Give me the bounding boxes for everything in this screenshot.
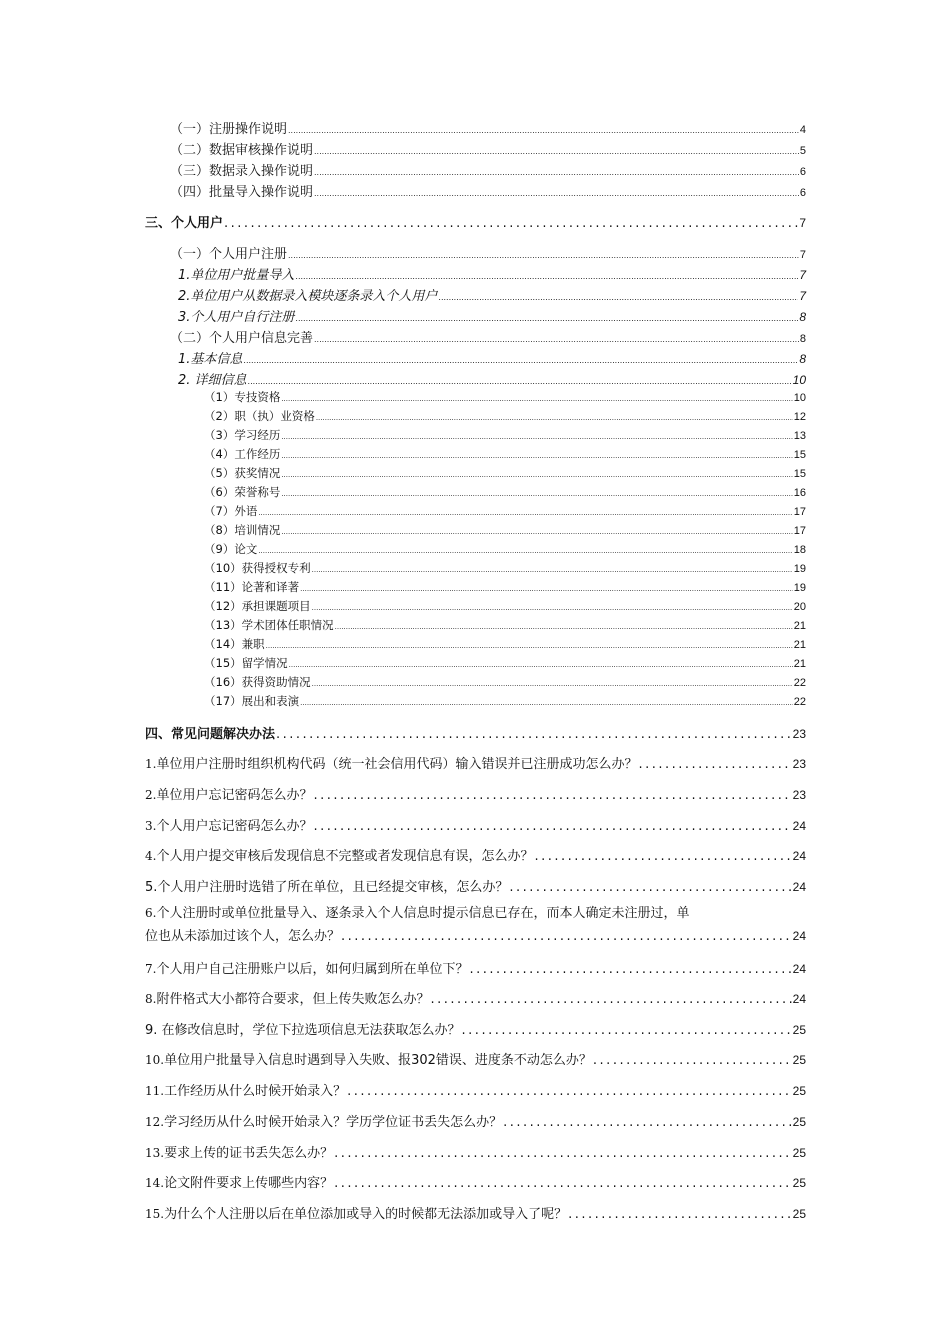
toc-entry-page: 10: [793, 392, 806, 404]
dot-leader: [313, 819, 791, 834]
dot-leader: [281, 452, 792, 460]
dot-leader: [593, 1053, 792, 1068]
toc-entry-title: （三）数据录入操作说明: [170, 164, 314, 179]
faq-number: 2.: [145, 788, 157, 802]
toc-entry-page: 24: [792, 992, 806, 1006]
dot-leader: [248, 377, 792, 386]
dot-leader: [295, 272, 798, 281]
toc-entry-title: （13）学术团体任职情况: [204, 618, 334, 632]
toc-entry-title: （二）数据审核操作说明: [170, 143, 314, 158]
toc-entry-page: 23: [792, 788, 806, 802]
toc-entry[interactable]: [204, 674, 806, 690]
faq-number: 12.: [145, 1115, 165, 1129]
toc-entry-page: 8: [799, 310, 806, 324]
dot-leader: [300, 699, 793, 707]
toc-entry-title: 要求上传的证书丢失怎么办？: [164, 1146, 334, 1161]
toc-entry[interactable]: [170, 139, 806, 158]
toc-entry-title: 个人用户自己注册账户以后，如何归属到所在单位下？: [156, 962, 469, 977]
faq-entry[interactable]: [145, 1111, 806, 1130]
toc-entry-title: 3.个人用户自行注册: [178, 310, 295, 325]
faq-number: 4.: [145, 849, 157, 863]
faq-entry[interactable]: [145, 815, 806, 834]
toc-entry[interactable]: [204, 617, 806, 633]
toc-entry-title: 单位用户忘记密码怎么办？: [156, 788, 313, 803]
toc-entry-page: 24: [792, 929, 806, 943]
faq-entry[interactable]: [145, 845, 806, 864]
toc-entry-title: 5.个人用户注册时选错了所在单位，且已经提交审核，怎么办？: [145, 880, 509, 895]
toc-entry-page: 21: [793, 639, 806, 651]
faq-number: 10.: [145, 1053, 165, 1067]
toc-entry-page: 18: [793, 544, 806, 556]
faq-number: 8.: [145, 992, 157, 1006]
toc-entry-page: 19: [793, 582, 806, 594]
toc-entry-title: （四）批量导入操作说明: [170, 185, 314, 200]
toc-entry-page: 25: [792, 1207, 806, 1221]
toc-entry-page: 17: [793, 506, 806, 518]
toc-section-heading[interactable]: [145, 723, 806, 742]
toc-entry-page: 7: [799, 216, 806, 230]
toc-entry-title: 为什么个人注册以后在单位添加或导入的时候都无法添加或导入了呢？: [164, 1207, 568, 1222]
toc-entry-title: 三、个人用户: [145, 216, 224, 231]
toc-entry-page: 23: [792, 757, 806, 771]
dot-leader: [469, 962, 791, 977]
toc-entry-page: 25: [792, 1146, 806, 1160]
toc-entry-page: 25: [792, 1176, 806, 1190]
toc-entry-page: 25: [792, 1084, 806, 1098]
toc-entry-page: 25: [792, 1023, 806, 1037]
faq-entry[interactable]: [145, 1172, 806, 1191]
faq-entry[interactable]: [145, 988, 806, 1007]
faq-entry[interactable]: [145, 1080, 806, 1099]
dot-leader: [266, 642, 793, 650]
toc-entry[interactable]: [204, 598, 806, 614]
dot-leader: [334, 1146, 792, 1161]
toc-entry-title: 个人用户忘记密码怎么办？: [156, 819, 313, 834]
dot-leader: [509, 880, 791, 895]
toc-entry[interactable]: [204, 636, 806, 652]
toc-entry[interactable]: [204, 655, 806, 671]
toc-entry-page: 4: [799, 124, 806, 136]
faq-entry[interactable]: [145, 1142, 806, 1161]
toc-entry[interactable]: [204, 503, 806, 519]
toc-entry[interactable]: [178, 306, 806, 325]
faq-number: 15.: [145, 1207, 165, 1221]
dot-leader: [316, 414, 793, 422]
toc-entry-title: （9）论文: [204, 542, 258, 556]
toc-entry-page: 24: [792, 962, 806, 976]
toc-entry-page: 7: [799, 249, 806, 261]
faq-number: 11.: [145, 1084, 165, 1098]
faq-number: 14.: [145, 1176, 165, 1190]
toc-entry-page: 7: [799, 268, 806, 282]
toc-entry-page: 24: [792, 849, 806, 863]
dot-leader: [281, 490, 792, 498]
toc-entry-page: 15: [793, 468, 806, 480]
toc-entry-page: 25: [792, 1053, 806, 1067]
toc-entry[interactable]: [204, 389, 806, 405]
toc-entry-title: （1）专技资格: [204, 390, 281, 404]
dot-leader: [281, 471, 792, 479]
toc-entry[interactable]: [204, 408, 806, 424]
dot-leader: [341, 926, 792, 948]
toc-section-heading[interactable]: [145, 212, 806, 231]
toc-entry-title-line1: 个人注册时或单位批量导入、逐条录入个人信息时提示信息已存在，而本人确定未注册过，单: [156, 906, 690, 921]
toc-entry[interactable]: [204, 446, 806, 462]
dot-leader: [638, 757, 791, 772]
toc-entry[interactable]: [204, 579, 806, 595]
dot-leader: [568, 1207, 792, 1222]
dot-leader: [258, 509, 792, 517]
dot-leader: [335, 623, 793, 631]
toc-entry[interactable]: [204, 693, 806, 709]
toc-entry-title: 学习经历从什么时候开始录入？学历学位证书丢失怎么办？: [164, 1115, 503, 1130]
toc-entry-page: 10: [792, 373, 806, 387]
dot-leader: [288, 126, 799, 135]
dot-leader: [534, 849, 791, 864]
dot-leader: [289, 661, 793, 669]
toc-entry-title: 9. 在修改信息时，学位下拉选项信息无法获取怎么办？: [145, 1023, 461, 1038]
dot-leader: [347, 1084, 792, 1099]
toc-entry-page: 15: [793, 449, 806, 461]
toc-entry-title: 四、常见问题解决办法: [145, 727, 276, 742]
dot-leader: [314, 189, 799, 198]
toc-entry-page: 13: [793, 430, 806, 442]
dot-leader: [313, 788, 791, 803]
toc-entry-page: 20: [793, 601, 806, 613]
toc-entry-title: （6）荣誉称号: [204, 485, 281, 499]
toc-entry[interactable]: [170, 243, 806, 262]
faq-entry[interactable]: [145, 1019, 806, 1038]
toc-entry-title: （16）获得资助情况: [204, 675, 311, 689]
faq-entry[interactable]: [145, 876, 806, 895]
dot-leader: [258, 547, 792, 555]
toc-entry-title: 单位用户注册时组织机构代码（统一社会信用代码）输入错误并已注册成功怎么办？: [156, 757, 638, 772]
toc-entry[interactable]: [178, 348, 806, 367]
toc-entry-title: 1.单位用户批量导入: [178, 268, 295, 283]
toc-entry-page: 8: [799, 333, 806, 345]
faq-number: 7.: [145, 962, 157, 976]
toc-entry-title: （8）培训情况: [204, 523, 281, 537]
toc-entry-page: 8: [799, 352, 806, 366]
faq-number: 13.: [145, 1146, 165, 1160]
toc-entry-title: （4）工作经历: [204, 447, 281, 461]
faq-entry[interactable]: [145, 1203, 806, 1222]
faq-entry[interactable]: [145, 1049, 806, 1068]
toc-entry-page: 16: [793, 487, 806, 499]
faq-number: 1.: [145, 757, 157, 771]
toc-entry-title: 1.基本信息: [178, 352, 243, 367]
toc-entry-title: （2）职（执）业资格: [204, 409, 315, 423]
faq-entry[interactable]: [145, 784, 806, 803]
toc-entry-title-line2: 位也从未添加过该个人，怎么办？: [145, 929, 341, 944]
toc-entry-title: （一）个人用户注册: [170, 247, 288, 262]
toc-entry-page: 21: [793, 620, 806, 632]
faq-number: 3.: [145, 819, 157, 833]
dot-leader: [295, 314, 798, 323]
faq-entry-wrapped[interactable]: [145, 902, 806, 948]
toc-entry[interactable]: [170, 160, 806, 179]
toc-entry-page: 24: [792, 880, 806, 894]
toc-entry[interactable]: [178, 369, 806, 388]
faq-entry[interactable]: [145, 958, 806, 977]
toc-entry[interactable]: [170, 118, 806, 137]
toc-entry-page: 23: [792, 727, 806, 741]
dot-leader: [281, 395, 792, 403]
toc-entry-page: 6: [799, 166, 806, 178]
toc-entry-page: 21: [793, 658, 806, 670]
toc-entry-page: 6: [799, 187, 806, 199]
toc-entry[interactable]: [204, 484, 806, 500]
toc-entry[interactable]: [178, 285, 806, 304]
toc-entry-page: 17: [793, 525, 806, 537]
toc-entry[interactable]: [170, 181, 806, 200]
dot-leader: [430, 992, 791, 1007]
toc-entry-title: 2. 详细信息: [178, 373, 247, 388]
toc-entry-title: （10）获得授权专利: [204, 561, 311, 575]
toc-entry-title: （一）注册操作说明: [170, 122, 288, 137]
toc-entry-title: 单位用户批量导入信息时遇到导入失败、报302错误、进度条不动怎么办？: [164, 1053, 592, 1068]
faq-entry[interactable]: [145, 753, 806, 772]
toc-entry-page: 24: [792, 819, 806, 833]
toc-entry-title: （7）外语: [204, 504, 258, 518]
dot-leader: [312, 566, 793, 574]
dot-leader: [276, 727, 792, 742]
dot-leader: [314, 335, 799, 344]
toc-entry-title: （5）获奖情况: [204, 466, 281, 480]
toc-entry[interactable]: [204, 560, 806, 576]
toc-entry[interactable]: [204, 427, 806, 443]
toc-entry[interactable]: [204, 522, 806, 538]
toc-entry[interactable]: [178, 264, 806, 283]
toc-entry-page: 22: [793, 677, 806, 689]
dot-leader: [334, 1176, 792, 1191]
toc-entry-title: （17）展出和表演: [204, 694, 300, 708]
dot-leader: [312, 680, 793, 688]
dot-leader: [312, 604, 793, 612]
toc-entry-page: 12: [793, 411, 806, 423]
toc-entry-title: 个人用户提交审核后发现信息不完整或者发现信息有误，怎么办？: [156, 849, 534, 864]
toc-entry-title: （14）兼职: [204, 637, 265, 651]
toc-entry-title: 工作经历从什么时候开始录入？: [164, 1084, 347, 1099]
toc-entry-page: 22: [793, 696, 806, 708]
dot-leader: [281, 433, 792, 441]
toc-entry[interactable]: [204, 541, 806, 557]
toc-entry-title: 论文附件要求上传哪些内容？: [164, 1176, 334, 1191]
dot-leader: [224, 216, 798, 231]
toc-entry[interactable]: [204, 465, 806, 481]
toc-entry[interactable]: [170, 327, 806, 346]
toc-entry-page: 5: [799, 145, 806, 157]
dot-leader: [462, 1023, 792, 1038]
dot-leader: [243, 356, 798, 365]
toc-entry-title: （11）论著和译著: [204, 580, 300, 594]
faq-number: 6.: [145, 906, 157, 920]
toc-entry-title: （3）学习经历: [204, 428, 281, 442]
dot-leader: [314, 147, 799, 156]
dot-leader: [288, 251, 799, 260]
toc-entry-title: 2.单位用户从数据录入模块逐条录入个人用户: [178, 289, 438, 304]
dot-leader: [300, 585, 793, 593]
dot-leader: [438, 293, 798, 302]
toc-entry-title: （二）个人用户信息完善: [170, 331, 314, 346]
toc-entry-page: 7: [799, 289, 806, 303]
toc-entry-title: （12）承担课题项目: [204, 599, 311, 613]
dot-leader: [281, 528, 792, 536]
dot-leader: [503, 1115, 792, 1130]
toc-entry-title: （15）留学情况: [204, 656, 288, 670]
toc-entry-page: 19: [793, 563, 806, 575]
toc-entry-title: 附件格式大小都符合要求，但上传失败怎么办？: [156, 992, 430, 1007]
toc-entry-page: 25: [792, 1115, 806, 1129]
dot-leader: [314, 168, 799, 177]
